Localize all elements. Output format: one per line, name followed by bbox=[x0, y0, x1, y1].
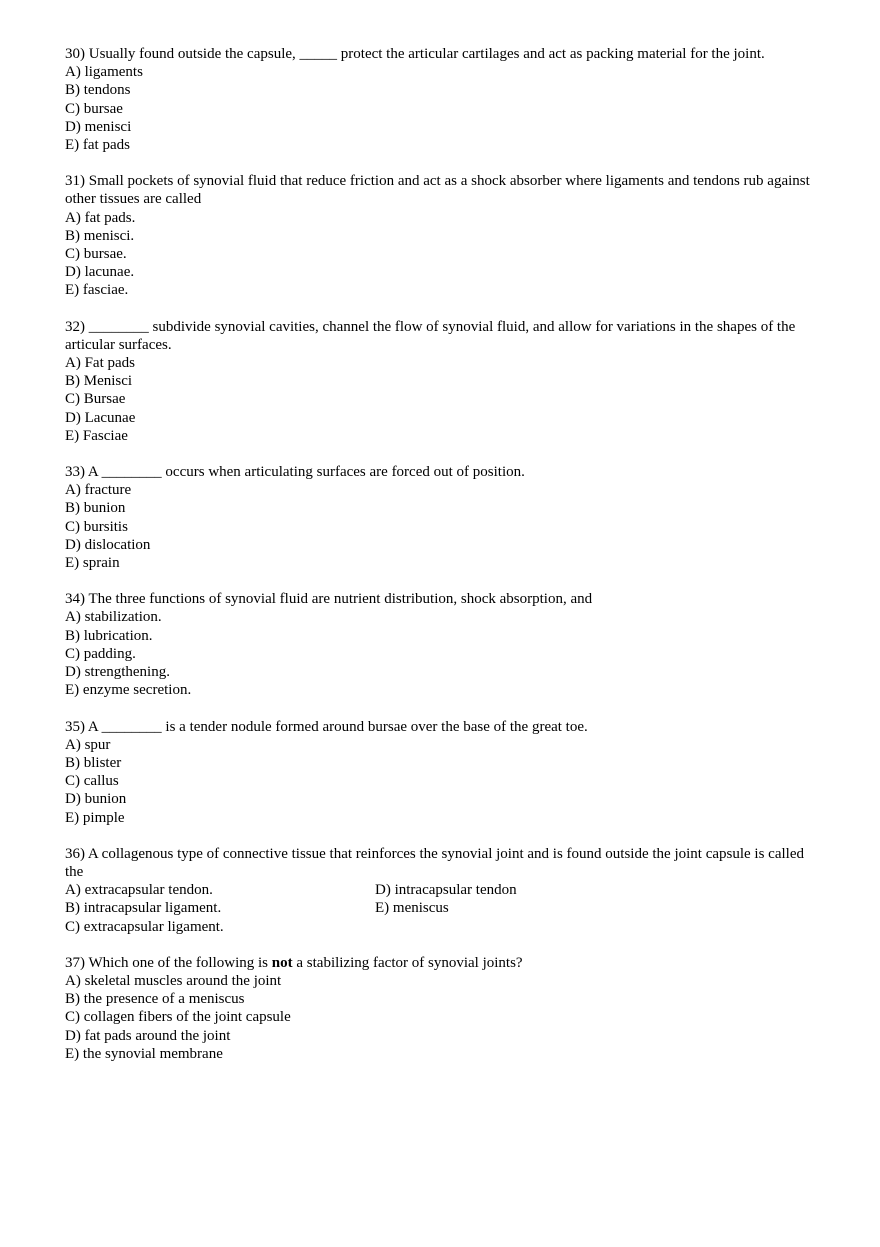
answer-option-e: E) pimple bbox=[65, 809, 125, 826]
answer-option-b: B) blister bbox=[65, 754, 122, 771]
exam-page bbox=[65, 45, 825, 1081]
answer-option-e: E) Fasciae bbox=[65, 427, 128, 444]
question-stem-end: a stabilizing factor of synovial joints? bbox=[292, 954, 523, 971]
answer-option-e: E) the synovial membrane bbox=[65, 1045, 223, 1062]
answer-option-a: A) extracapsular tendon. bbox=[65, 882, 213, 899]
question-stem-start: 37) Which one of the following is bbox=[65, 954, 272, 971]
answer-option-e: E) enzyme secretion. bbox=[65, 682, 192, 699]
answer-option-b: B) the presence of a meniscus bbox=[65, 991, 245, 1008]
answer-option-e: E) fasciae. bbox=[65, 282, 129, 299]
question-stem: 30) Usually found outside the capsule, _____ protect the articular cartilages and act as packing material for the joint. bbox=[65, 46, 765, 62]
question-stem: 35) A ________ is a tender nodule formed around bursae over the base of the great toe. bbox=[65, 718, 588, 735]
answer-option-d: D) bunion bbox=[65, 791, 127, 808]
answer-option-e: E) meniscus bbox=[375, 900, 449, 917]
answer-option-a: A) Fat pads bbox=[65, 355, 135, 372]
answer-option-a: A) ligaments bbox=[65, 64, 143, 81]
answer-option-a: A) stabilization. bbox=[65, 609, 162, 626]
answer-option-c: C) padding. bbox=[65, 645, 136, 662]
answer-option-a: A) fracture bbox=[65, 482, 132, 499]
answer-option-c: C) extracapsular ligament. bbox=[65, 918, 224, 935]
answer-option-b: B) intracapsular ligament. bbox=[65, 900, 222, 917]
question-33 bbox=[65, 463, 825, 572]
question-36 bbox=[65, 845, 825, 936]
answer-option-a: A) skeletal muscles around the joint bbox=[65, 972, 282, 989]
answer-option-c: C) Bursae bbox=[65, 391, 126, 408]
answer-option-d: D) strengthening. bbox=[65, 664, 170, 681]
answer-option-d: D) dislocation bbox=[65, 536, 151, 553]
question-stem bbox=[65, 954, 825, 972]
answer-option-b: B) menisci. bbox=[65, 227, 135, 244]
answer-option-d: D) fat pads around the joint bbox=[65, 1027, 231, 1044]
answer-option-b: B) lubrication. bbox=[65, 627, 153, 644]
answer-option-c: C) callus bbox=[65, 773, 119, 790]
answer-option-d: D) Lacunae bbox=[65, 409, 136, 426]
question-37 bbox=[65, 954, 825, 1063]
answer-options-grid bbox=[65, 881, 825, 936]
question-stem: 31) Small pockets of synovial fluid that reduce friction and act as a shock absorber where ligaments and tendons rub against other tissues are called bbox=[65, 173, 810, 208]
question-stem: 36) A collagenous type of connective tissue that reinforces the synovial joint and is found outside the joint capsule is called the bbox=[65, 845, 804, 880]
answer-option-b: B) Menisci bbox=[65, 373, 133, 390]
answer-option-d: D) menisci bbox=[65, 118, 132, 135]
question-30 bbox=[65, 45, 825, 154]
answer-option-b: B) tendons bbox=[65, 82, 131, 99]
answer-option-b: B) bunion bbox=[65, 500, 126, 517]
question-31 bbox=[65, 172, 825, 299]
answer-column-left bbox=[65, 881, 375, 936]
question-32 bbox=[65, 318, 825, 445]
question-stem: 34) The three functions of synovial fluid are nutrient distribution, shock absorption, and bbox=[65, 591, 593, 608]
answer-option-d: D) lacunae. bbox=[65, 264, 135, 281]
answer-option-a: A) spur bbox=[65, 736, 111, 753]
question-34 bbox=[65, 590, 825, 699]
question-stem: 32) ________ subdivide synovial cavities, channel the flow of synovial fluid, and allow for variations in the shapes of the articular surfaces. bbox=[65, 318, 796, 353]
answer-column-right bbox=[375, 881, 825, 936]
answer-option-c: C) bursae bbox=[65, 100, 123, 117]
answer-option-c: C) bursitis bbox=[65, 518, 128, 535]
answer-option-a: A) fat pads. bbox=[65, 209, 136, 226]
answer-option-c: C) bursae. bbox=[65, 246, 127, 263]
question-stem-emphasis: not bbox=[271, 954, 293, 971]
question-35 bbox=[65, 718, 825, 827]
answer-option-e: E) fat pads bbox=[65, 137, 130, 154]
question-stem: 33) A ________ occurs when articulating surfaces are forced out of position. bbox=[65, 464, 525, 481]
answer-option-c: C) collagen fibers of the joint capsule bbox=[65, 1009, 291, 1026]
answer-option-d: D) intracapsular tendon bbox=[375, 882, 517, 899]
answer-option-e: E) sprain bbox=[65, 555, 120, 572]
